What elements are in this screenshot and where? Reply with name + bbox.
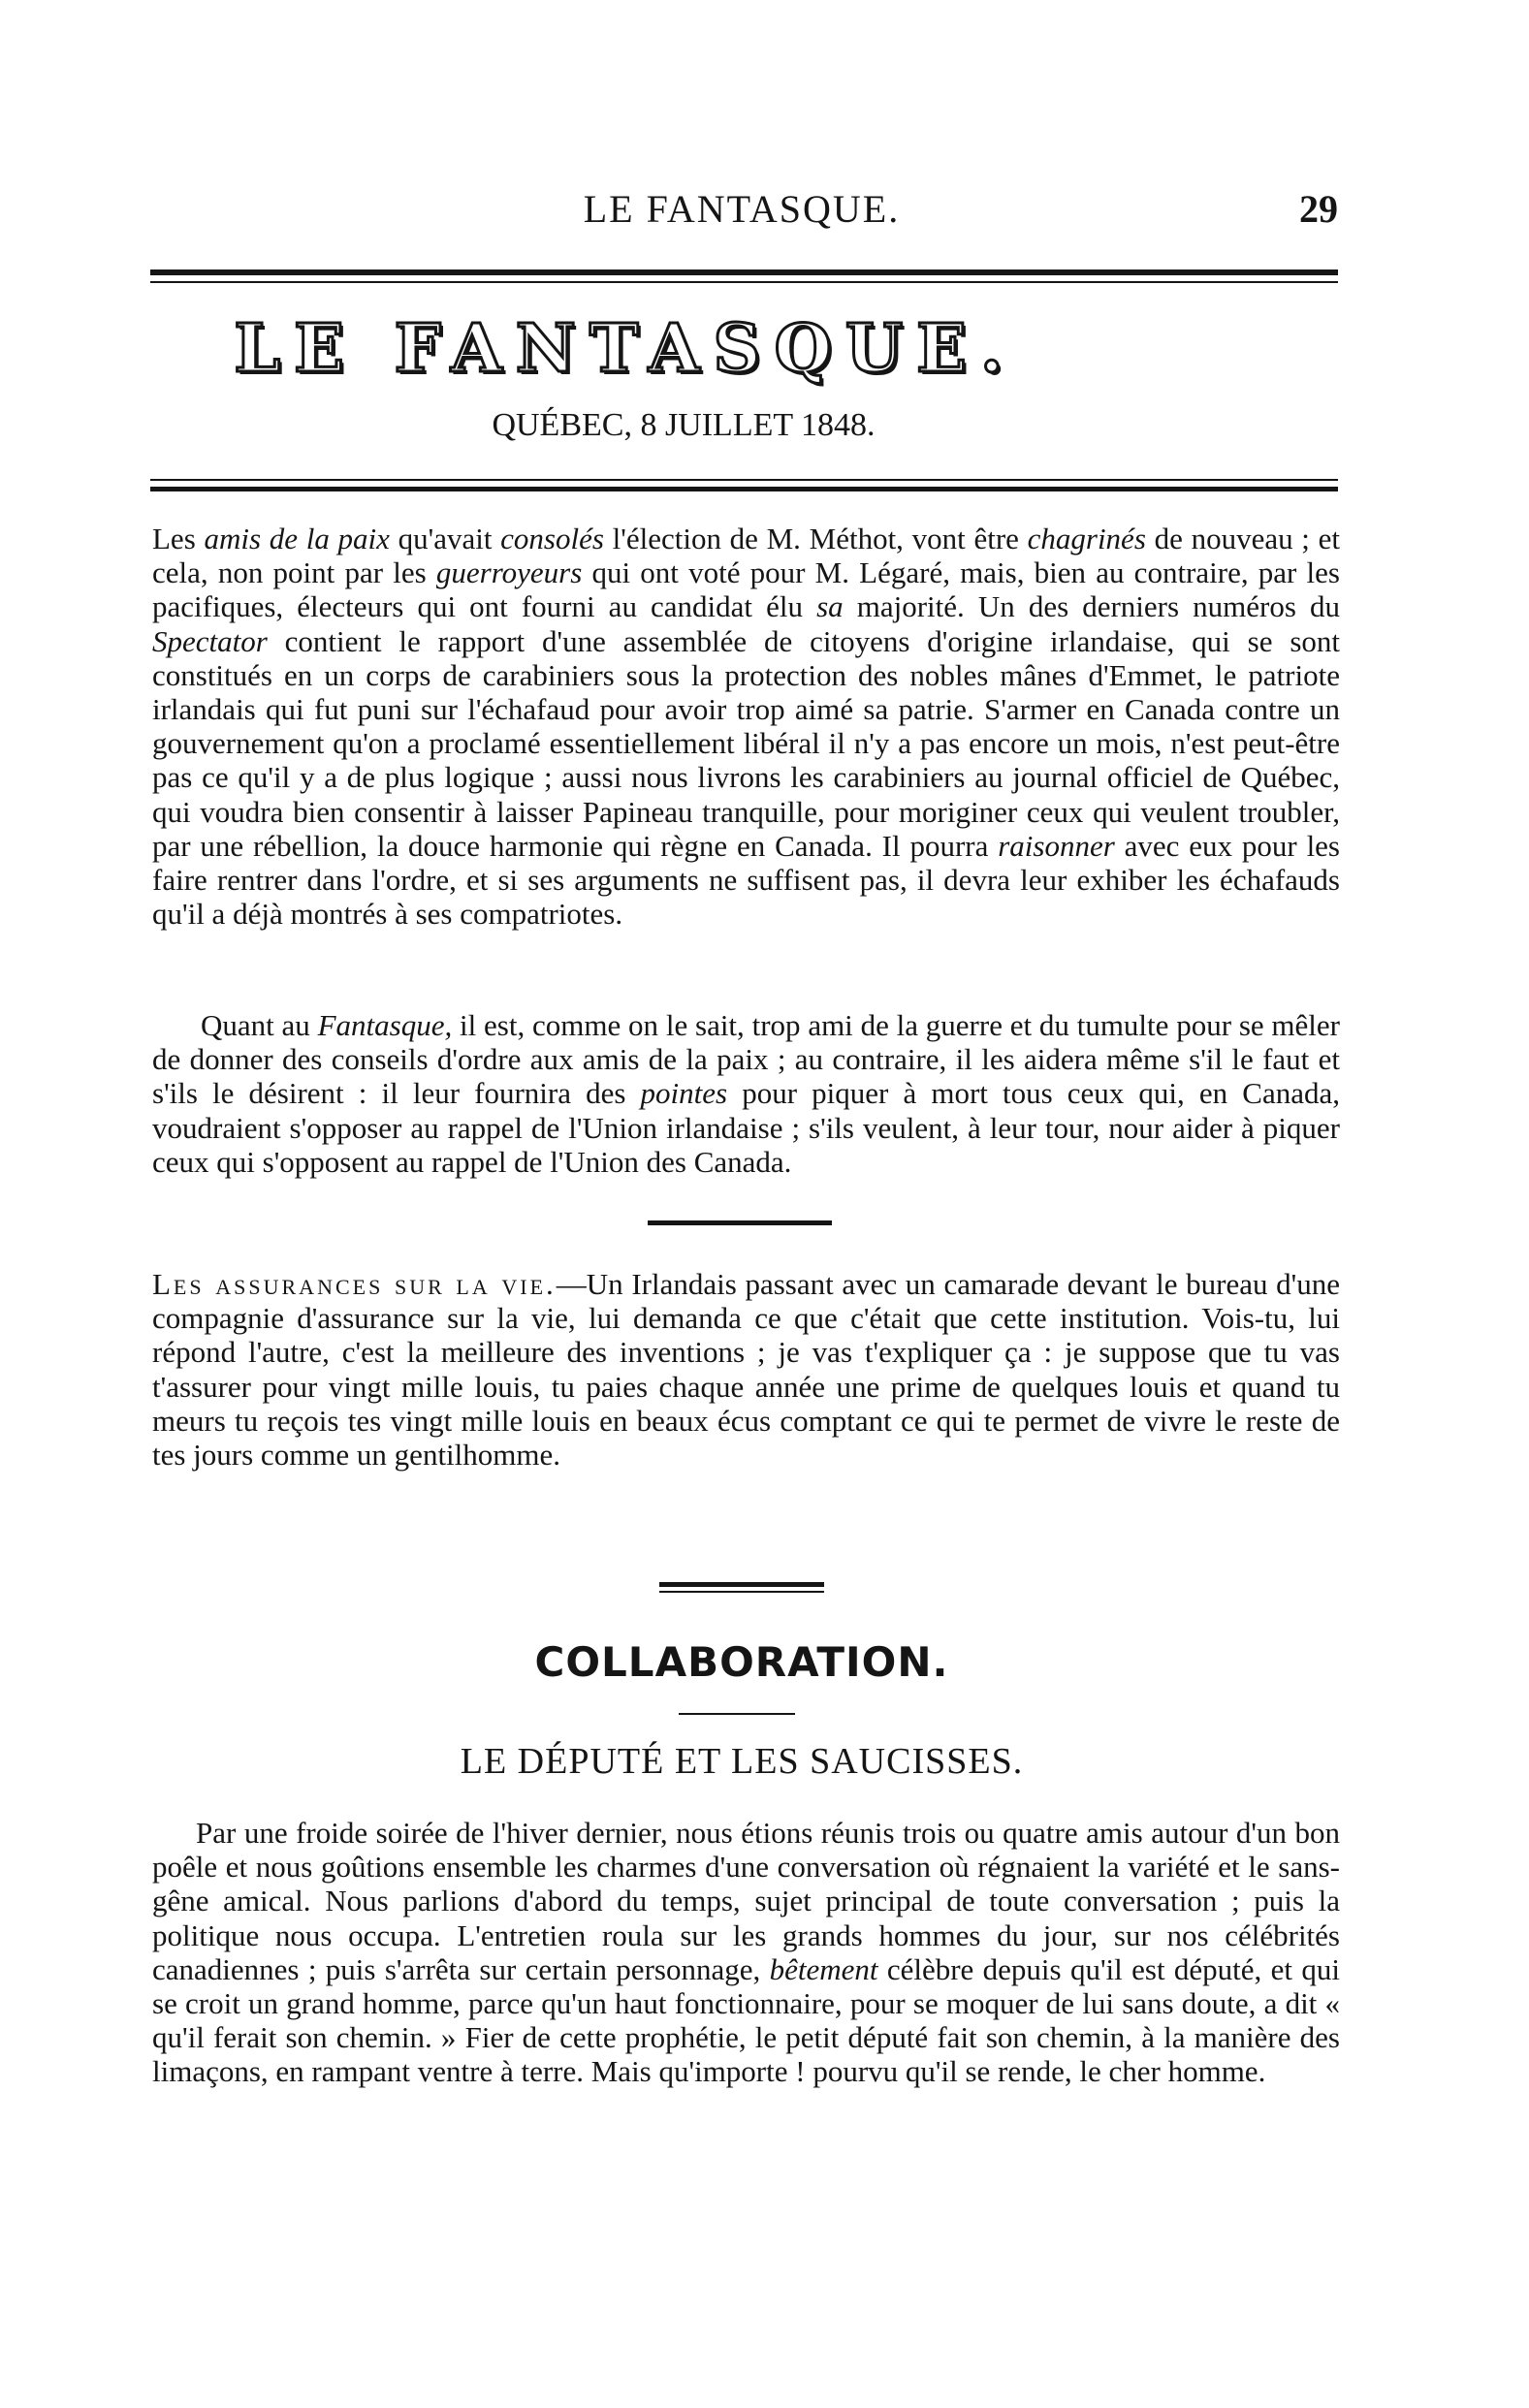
separator-rule-1 [648,1220,832,1225]
article-paragraph-2: Quant au Fantasque, il est, comme on le sait, trop ami de la guerre et du tumulte pour se mêler de donner des conseils d'ordre aux amis de la paix ; au contraire, il les aidera même s'il le faut et s'ils le désirent : il leur fournira des pointes pour piquer à mort tous ceux qui, en Canada, voudraient s'opposer au rappel de l'Union irlandaise ; s'ils veulent, à leur tour, nour aider à piquer ceux qui s'opposent au rappel de l'Union des Canada. [152,1008,1340,1179]
article-paragraph-1: Les amis de la paix qu'avait consolés l'élection de M. Méthot, vont être chagrinés de nouveau ; et cela, non point par les guerroyeurs qui ont voté pour M. Légaré, mais, bien au contraire, par les pacifiques, électeurs qui ont fourni au candidat élu sa majorité. Un des derniers numéros du Spectator contient le rapport d'une assemblée de citoyens d'origine irlandaise, qui se sont constitués en un corps de carabiniers sous la protection des nobles mânes d'Emmet, le patriote irlandais qui fut puni sur l'échafaud pour avoir trop aimé sa patrie. S'armer en Canada contre un gouvernement qu'on a proclamé essentiellement libéral il n'y a pas encore un mois, n'est peut-être pas ce qu'il y a de plus logique ; aussi nous livrons les carabiniers au journal officiel de Québec, qui voudra bien consentir à laisser Papineau tranquille, pour moriginer ceux qui veulent troubler, par une rébellion, la douce harmonie qui règne en Canada. Il pourra raisonner avec eux pour les faire rentrer dans l'ordre, et si ses arguments ne suffisent pas, il devra leur exhiber les échafauds qu'il a déjà montrés à ses compatriotes. [152,522,1340,932]
dateline-text: QUÉBEC, 8 JUILLET 1848. [492,407,876,443]
masthead-title: LE FANTASQUE. [234,310,1017,388]
separator-rule-2-thin [659,1591,824,1593]
running-title: LE FANTASQUE. [583,187,901,231]
heading-underline [679,1713,795,1715]
collaboration-paragraph: Par une froide soirée de l'hiver dernier, nous étions réunis trois ou quatre amis autour d'un bon poêle et nous goûtions ensemble les charmes d'une conversation où régnaient la variété et le sans-gêne amical. Nous parlions d'abord du temps, sujet principal de toute conversation ; puis la politique nous occupa. L'entretien roula sur les grands hommes du jour, sur nos célébrités canadiennes ; puis s'arrêta sur certain personnage, bêtement célèbre depuis qu'il est député, et qui se croit un grand homme, parce qu'un haut fonctionnaire, pour se moquer de lui sans doute, a dit « qu'il ferait son chemin. » Fier de cette prophétie, le petit député fait son chemin, à la manière des limaçons, en rampant ventre à terre. Mais qu'importe ! pourvu qu'il se rende, le cher homme. [152,1816,1340,2089]
dateline [145,407,1338,444]
top-rule-thick [150,269,1338,275]
page-number: 29 [1299,187,1338,231]
insurance-anecdote [152,1267,1340,1472]
section-heading: COLLABORATION. [534,1638,949,1686]
top-rule-thin [150,281,1338,283]
running-head [145,186,1338,244]
masthead-rule-thin [150,479,1338,481]
masthead [145,310,1338,388]
article-subheading: LE DÉPUTÉ ET LES SAUCISSES. [460,1741,1024,1782]
anecdote-body: —Un Irlandais passant avec un camarade devant le bureau d'une compagnie d'assurance sur la vie, lui demanda ce que c'était que cette institution. Vois-tu, lui répond l'autre, c'est la meilleure des inventions ; je vas t'expliquer ça : je suppose que tu vas t'assurer pour vingt mille louis, tu paies chaque année une prime de quelques louis et quand tu meurs tu reçois tes vingt mille louis en beaux écus comptant ce qui te permet de vivre le reste de tes jours comme un gentilhomme. [152,1267,1340,1473]
masthead-rule-thick [150,487,1338,491]
anecdote-heading: Les assurances sur la vie. [152,1267,557,1301]
separator-rule-2-thick [659,1582,824,1587]
